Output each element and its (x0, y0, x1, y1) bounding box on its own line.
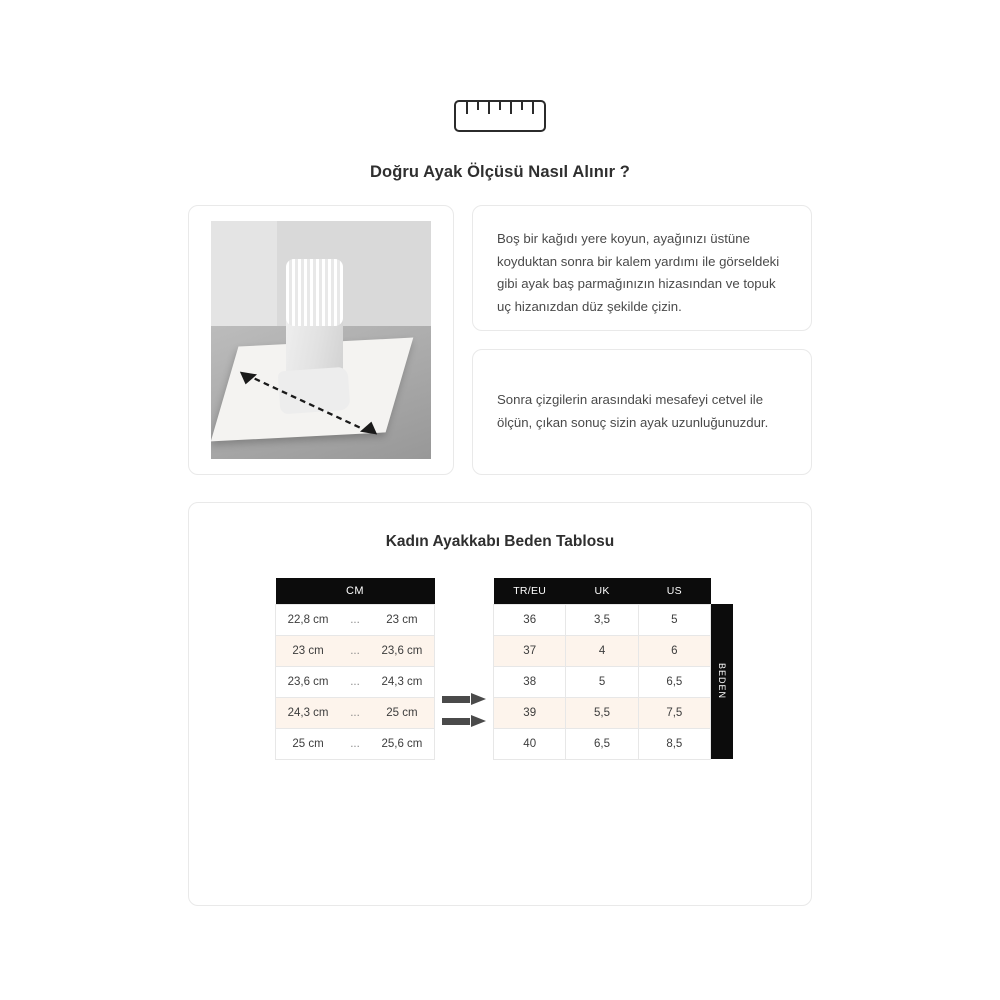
cm-table (275, 578, 435, 760)
table-row (276, 728, 435, 759)
page-title: Doğru Ayak Ölçüsü Nasıl Alınır ? (370, 163, 630, 181)
conversion-arrows (435, 630, 493, 790)
measurement-arrow-icon (237, 364, 380, 445)
size-uk: 4 (566, 635, 638, 666)
cm-to: 23,6 cm (370, 635, 435, 666)
size-header-us: US (638, 578, 710, 604)
photo-sock (286, 259, 343, 326)
table-row (494, 666, 711, 697)
table-row (276, 635, 435, 666)
size-tr-eu: 39 (494, 697, 566, 728)
size-us: 5 (638, 604, 710, 635)
size-header-tr-eu: TR/EU (494, 578, 566, 604)
ruler-icon (454, 100, 546, 132)
size-uk: 3,5 (566, 604, 638, 635)
size-header-uk: UK (566, 578, 638, 604)
cm-sep: ... (340, 666, 370, 697)
cm-from: 25 cm (276, 728, 341, 759)
size-table-title: Kadın Ayakkabı Beden Tablosu (385, 533, 615, 550)
instruction-step-2: Sonra çizgilerin arasındaki mesafeyi cetvel ile ölçün, çıkan sonuç sizin ayak uzunluğunuzdur. (472, 349, 812, 475)
cm-sep: ... (340, 728, 370, 759)
cm-sep: ... (340, 697, 370, 728)
foot-measurement-photo (211, 221, 431, 459)
ruler-icon-wrap (0, 100, 1000, 132)
size-tr-eu: 38 (494, 666, 566, 697)
size-us: 6,5 (638, 666, 710, 697)
table-row (276, 604, 435, 635)
table-row (276, 666, 435, 697)
size-uk: 6,5 (566, 728, 638, 759)
size-conversion-table (493, 578, 711, 760)
instruction-text-column (472, 205, 812, 475)
cm-from: 24,3 cm (276, 697, 341, 728)
cm-to: 25,6 cm (370, 728, 435, 759)
cm-to: 23 cm (370, 604, 435, 635)
size-uk: 5 (566, 666, 638, 697)
cm-from: 23,6 cm (276, 666, 341, 697)
table-row (276, 697, 435, 728)
table-row (494, 728, 711, 759)
size-tr-eu: 40 (494, 728, 566, 759)
size-us: 8,5 (638, 728, 710, 759)
size-uk: 5,5 (566, 697, 638, 728)
arrow-right-icon (442, 693, 486, 706)
cm-to: 24,3 cm (370, 666, 435, 697)
instruction-step-1: Boş bir kağıdı yere koyun, ayağınızı üstüne koyduktan sonra bir kalem yardımı ile görseldeki gibi ayak baş parmağınızın hizasından ve topuk uç hizanızdan düz şekilde çizin. (472, 205, 812, 331)
beden-side-label-text: BEDEN (717, 663, 727, 700)
size-us: 7,5 (638, 697, 710, 728)
size-tables-wrap (275, 578, 733, 790)
arrow-right-icon (442, 715, 486, 728)
cm-to: 25 cm (370, 697, 435, 728)
cm-from: 23 cm (276, 635, 341, 666)
photo-wall-light (211, 221, 277, 330)
foot-measurement-image-card (188, 205, 454, 475)
instructions-section (188, 205, 812, 475)
cm-from: 22,8 cm (276, 604, 341, 635)
table-row (494, 635, 711, 666)
beden-side-label (711, 604, 733, 759)
cm-sep: ... (340, 635, 370, 666)
cm-table-header: CM (276, 578, 435, 604)
table-row (494, 604, 711, 635)
cm-sep: ... (340, 604, 370, 635)
size-us: 6 (638, 635, 710, 666)
size-tr-eu: 37 (494, 635, 566, 666)
size-tr-eu: 36 (494, 604, 566, 635)
size-table-card (188, 502, 812, 906)
table-row (494, 697, 711, 728)
